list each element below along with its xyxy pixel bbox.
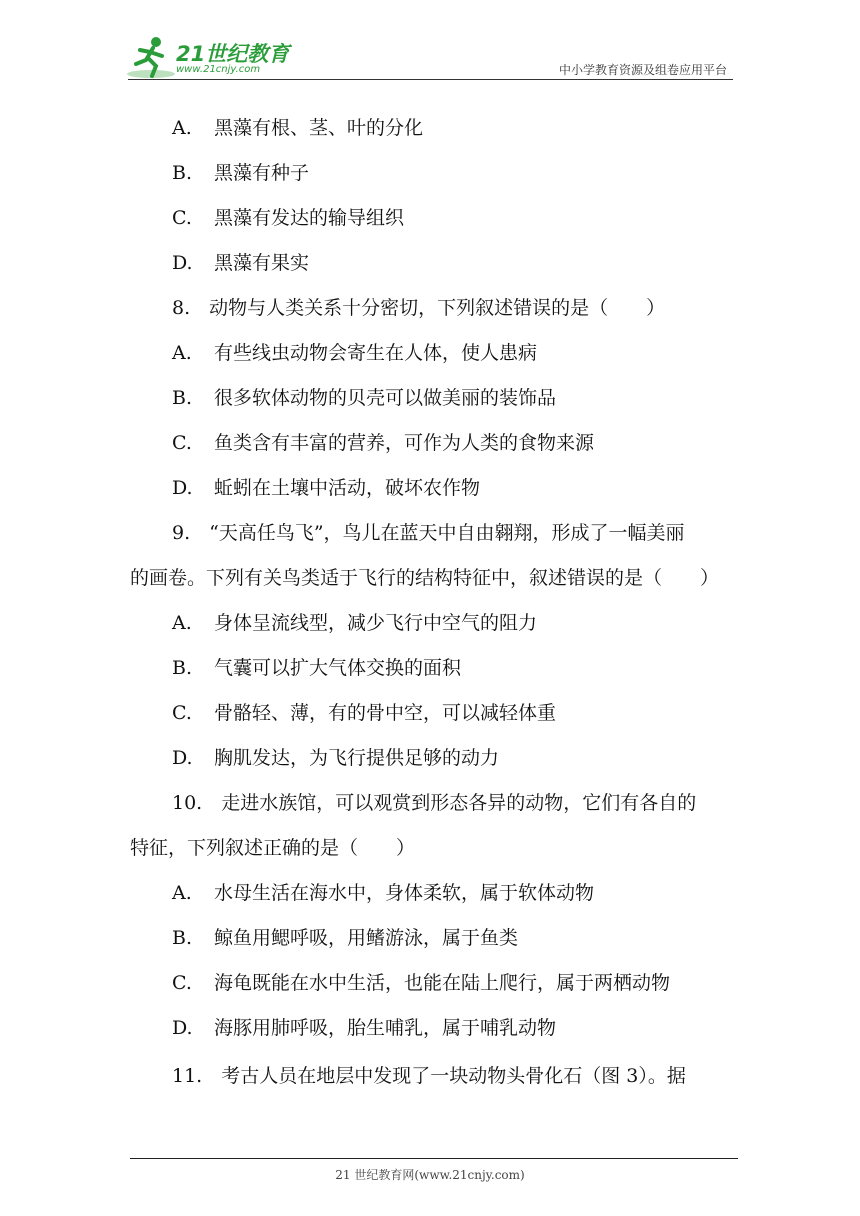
- logo-url: www.21cnjy.com: [176, 64, 261, 75]
- option-d: [172, 251, 309, 275]
- option-text: 身体呈流线型，减少飞行中空气的阻力: [214, 612, 538, 634]
- option-d: [172, 746, 499, 770]
- option-letter: B.: [172, 162, 193, 184]
- runner-logo-icon: [126, 34, 176, 80]
- option-text: 鲸鱼用鳃呼吸，用鳍游泳，属于鱼类: [214, 927, 519, 949]
- option-letter: C.: [172, 702, 192, 724]
- option-b: [172, 161, 309, 185]
- question-10: 10. 走进水族馆，可以观赏到形态各异的动物，它们有各自的: [172, 792, 697, 814]
- option-letter: A.: [172, 612, 192, 634]
- page-header: [0, 0, 860, 90]
- option-letter: C.: [172, 972, 192, 994]
- option-letter: D.: [172, 1017, 193, 1039]
- option-text: 水母生活在海水中，身体柔软，属于软体动物: [214, 882, 595, 904]
- site-logo[interactable]: [126, 34, 296, 80]
- header-tagline: 中小学教育资源及组卷应用平台: [558, 63, 727, 77]
- option-c: [172, 431, 594, 455]
- option-letter: B.: [172, 387, 193, 409]
- option-letter: D.: [172, 252, 193, 274]
- option-a: [172, 881, 594, 905]
- option-b: [172, 386, 556, 410]
- question-8: 8. 动物与人类关系十分密切，下列叙述错误的是（ ）: [172, 297, 666, 319]
- option-a: [172, 116, 423, 140]
- option-c: [172, 701, 556, 725]
- option-letter: B.: [172, 927, 193, 949]
- option-letter: A.: [172, 342, 192, 364]
- option-letter: C.: [172, 207, 192, 229]
- option-letter: B.: [172, 657, 193, 679]
- option-text: 鱼类含有丰富的营养，可作为人类的食物来源: [214, 432, 595, 454]
- option-text: 海豚用肺呼吸，胎生哺乳，属于哺乳动物: [214, 1017, 557, 1039]
- question-9-continued: 的画卷。下列有关鸟类适于飞行的结构特征中，叙述错误的是（ ）: [130, 567, 720, 589]
- footer-divider: [130, 1158, 738, 1159]
- option-letter: D.: [172, 477, 193, 499]
- option-d: [172, 476, 480, 500]
- option-a: [172, 341, 537, 365]
- option-a: [172, 611, 537, 635]
- option-text: 骨骼轻、薄，有的骨中空，可以减轻体重: [214, 702, 557, 724]
- option-letter: A.: [172, 117, 192, 139]
- option-b: [172, 656, 461, 680]
- option-letter: A.: [172, 882, 192, 904]
- page-footer[interactable]: 21 世纪教育网(www.21cnjy.com): [335, 1168, 525, 1182]
- question-10-continued: 特征，下列叙述正确的是（ ）: [130, 837, 416, 859]
- option-text: 黑藻有根、茎、叶的分化: [214, 117, 424, 139]
- option-text: 胸肌发达，为飞行提供足够的动力: [214, 747, 500, 769]
- option-text: 蚯蚓在土壤中活动，破坏农作物: [214, 477, 481, 499]
- option-text: 黑藻有种子: [214, 162, 310, 184]
- option-text: 很多软体动物的贝壳可以做美丽的装饰品: [214, 387, 557, 409]
- option-letter: C.: [172, 432, 192, 454]
- option-text: 海龟既能在水中生活，也能在陆上爬行，属于两栖动物: [214, 972, 671, 994]
- option-text: 气囊可以扩大气体交换的面积: [214, 657, 462, 679]
- option-c: [172, 206, 404, 230]
- option-text: 黑藻有发达的输导组织: [214, 207, 405, 229]
- option-d: [172, 1016, 556, 1040]
- option-c: [172, 971, 670, 995]
- option-text: 黑藻有果实: [214, 252, 310, 274]
- option-b: [172, 926, 518, 950]
- option-letter: D.: [172, 747, 193, 769]
- option-text: 有些线虫动物会寄生在人体，使人患病: [214, 342, 538, 364]
- question-11: 11. 考古人员在地层中发现了一块动物头骨化石（图 3）。据: [172, 1065, 686, 1087]
- header-divider: [128, 79, 733, 80]
- question-9: 9. “天高任鸟飞”，鸟儿在蓝天中自由翱翔，形成了一幅美丽: [172, 522, 685, 544]
- logo-text: 21世纪教育: [176, 42, 290, 66]
